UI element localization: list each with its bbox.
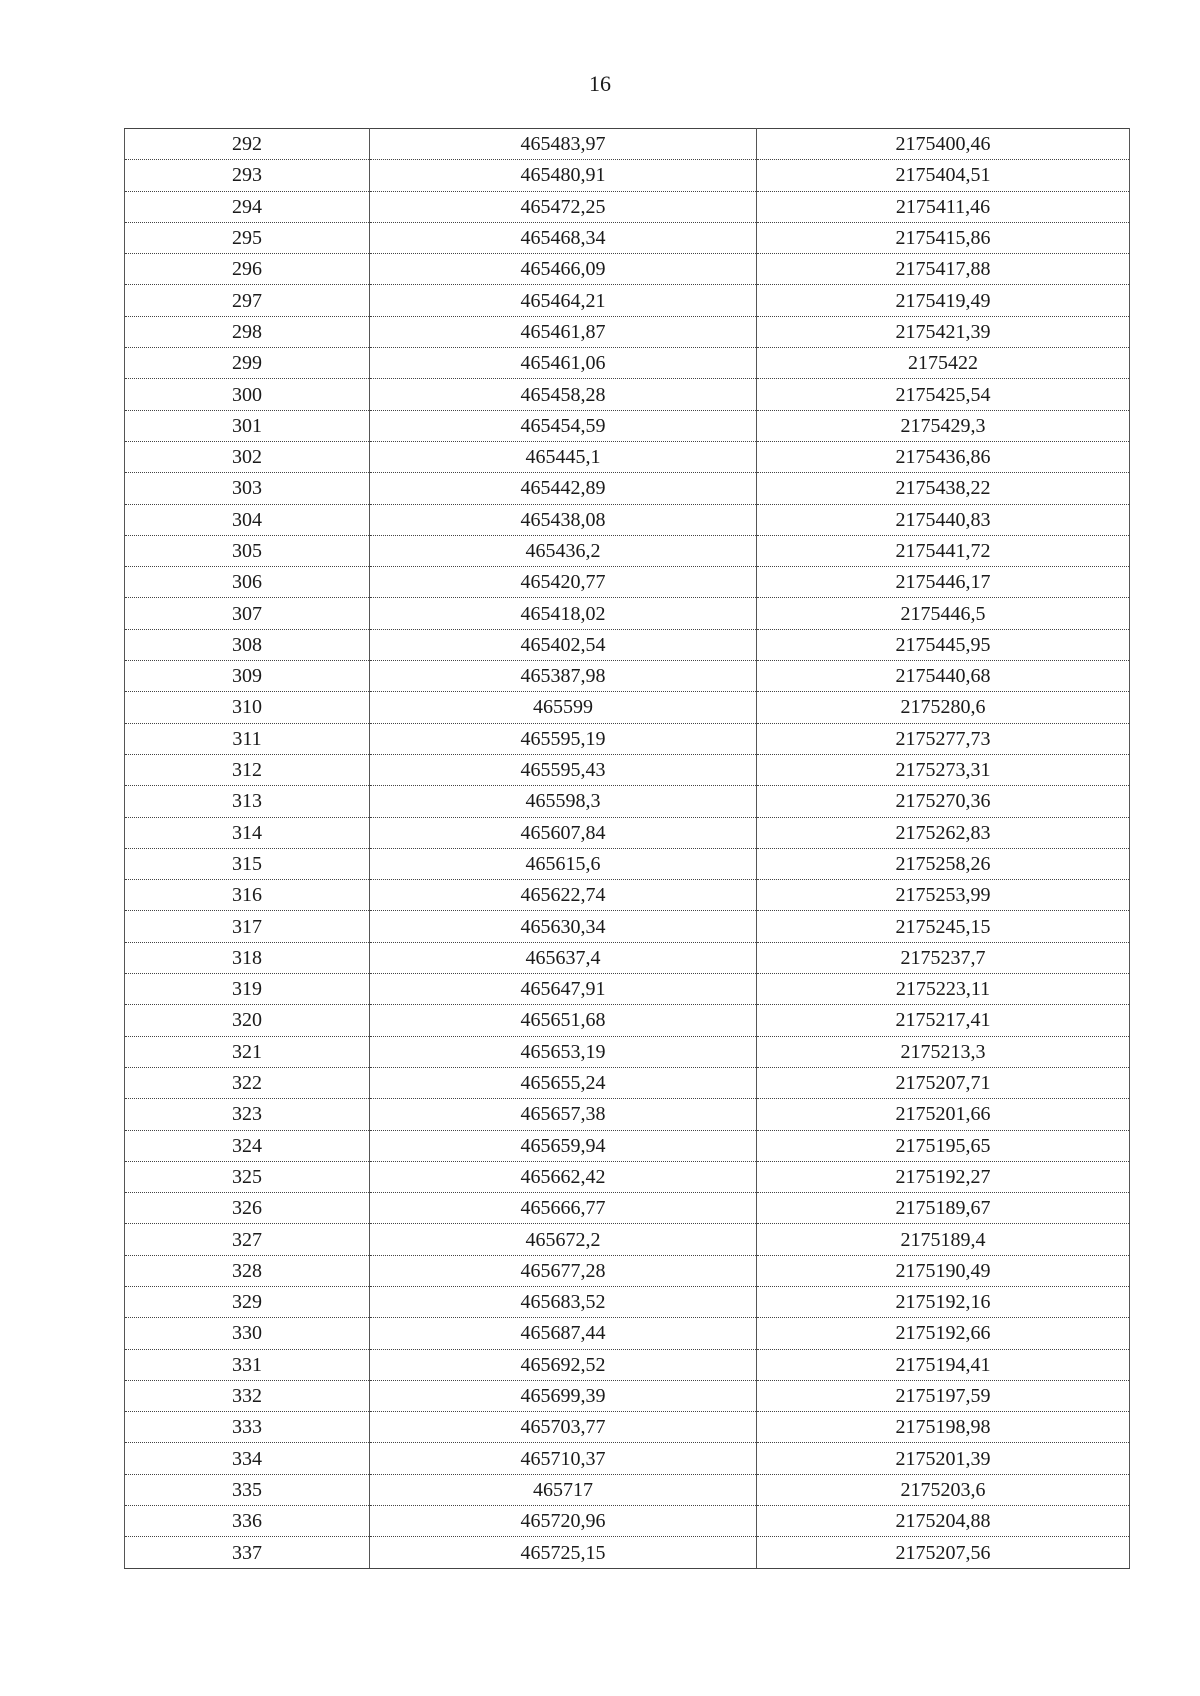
point-number-cell: 297	[125, 285, 370, 316]
point-number-cell: 320	[125, 1005, 370, 1036]
x-coordinate-cell: 465442,89	[370, 473, 757, 504]
x-coordinate-cell: 465420,77	[370, 567, 757, 598]
x-coordinate-cell: 465672,2	[370, 1224, 757, 1255]
y-coordinate-cell: 2175404,51	[757, 160, 1130, 191]
table-row	[125, 1255, 1130, 1286]
table-row	[125, 692, 1130, 723]
table-row	[125, 473, 1130, 504]
point-number-cell: 295	[125, 222, 370, 253]
x-coordinate-cell: 465615,6	[370, 848, 757, 879]
table-row	[125, 1067, 1130, 1098]
y-coordinate-cell: 2175273,31	[757, 754, 1130, 785]
x-coordinate-cell: 465402,54	[370, 629, 757, 660]
y-coordinate-cell: 2175277,73	[757, 723, 1130, 754]
x-coordinate-cell: 465637,4	[370, 942, 757, 973]
coordinates-table-body	[125, 129, 1130, 1569]
point-number-cell: 334	[125, 1443, 370, 1474]
table-row	[125, 410, 1130, 441]
point-number-cell: 302	[125, 441, 370, 472]
table-row	[125, 880, 1130, 911]
table-row	[125, 567, 1130, 598]
y-coordinate-cell: 2175419,49	[757, 285, 1130, 316]
table-row	[125, 1537, 1130, 1568]
point-number-cell: 315	[125, 848, 370, 879]
point-number-cell: 292	[125, 129, 370, 160]
point-number-cell: 319	[125, 974, 370, 1005]
x-coordinate-cell: 465683,52	[370, 1286, 757, 1317]
y-coordinate-cell: 2175201,66	[757, 1099, 1130, 1130]
point-number-cell: 321	[125, 1036, 370, 1067]
table-row	[125, 817, 1130, 848]
y-coordinate-cell: 2175204,88	[757, 1506, 1130, 1537]
x-coordinate-cell: 465710,37	[370, 1443, 757, 1474]
x-coordinate-cell: 465666,77	[370, 1193, 757, 1224]
x-coordinate-cell: 465472,25	[370, 191, 757, 222]
point-number-cell: 332	[125, 1380, 370, 1411]
point-number-cell: 337	[125, 1537, 370, 1568]
page-number: 16	[589, 71, 611, 96]
x-coordinate-cell: 465699,39	[370, 1380, 757, 1411]
x-coordinate-cell: 465418,02	[370, 598, 757, 629]
table-row	[125, 222, 1130, 253]
x-coordinate-cell: 465687,44	[370, 1318, 757, 1349]
x-coordinate-cell: 465647,91	[370, 974, 757, 1005]
point-number-cell: 327	[125, 1224, 370, 1255]
y-coordinate-cell: 2175417,88	[757, 254, 1130, 285]
table-row	[125, 1224, 1130, 1255]
point-number-cell: 322	[125, 1067, 370, 1098]
point-number-cell: 316	[125, 880, 370, 911]
table-row	[125, 598, 1130, 629]
point-number-cell: 293	[125, 160, 370, 191]
point-number-cell: 314	[125, 817, 370, 848]
table-row	[125, 1161, 1130, 1192]
table-row	[125, 911, 1130, 942]
y-coordinate-cell: 2175400,46	[757, 129, 1130, 160]
table-row	[125, 974, 1130, 1005]
y-coordinate-cell: 2175440,68	[757, 661, 1130, 692]
table-row	[125, 786, 1130, 817]
x-coordinate-cell: 465468,34	[370, 222, 757, 253]
x-coordinate-cell: 465595,43	[370, 754, 757, 785]
x-coordinate-cell: 465480,91	[370, 160, 757, 191]
x-coordinate-cell: 465653,19	[370, 1036, 757, 1067]
point-number-cell: 326	[125, 1193, 370, 1224]
table-row	[125, 1130, 1130, 1161]
point-number-cell: 324	[125, 1130, 370, 1161]
y-coordinate-cell: 2175445,95	[757, 629, 1130, 660]
point-number-cell: 328	[125, 1255, 370, 1286]
table-row	[125, 754, 1130, 785]
point-number-cell: 299	[125, 348, 370, 379]
y-coordinate-cell: 2175245,15	[757, 911, 1130, 942]
table-row	[125, 1193, 1130, 1224]
x-coordinate-cell: 465595,19	[370, 723, 757, 754]
y-coordinate-cell: 2175440,83	[757, 504, 1130, 535]
y-coordinate-cell: 2175446,5	[757, 598, 1130, 629]
point-number-cell: 331	[125, 1349, 370, 1380]
point-number-cell: 311	[125, 723, 370, 754]
point-number-cell: 301	[125, 410, 370, 441]
y-coordinate-cell: 2175421,39	[757, 316, 1130, 347]
point-number-cell: 306	[125, 567, 370, 598]
y-coordinate-cell: 2175189,67	[757, 1193, 1130, 1224]
y-coordinate-cell: 2175189,4	[757, 1224, 1130, 1255]
table-row	[125, 1318, 1130, 1349]
point-number-cell: 305	[125, 535, 370, 566]
y-coordinate-cell: 2175280,6	[757, 692, 1130, 723]
table-row	[125, 1380, 1130, 1411]
table-row	[125, 379, 1130, 410]
y-coordinate-cell: 2175270,36	[757, 786, 1130, 817]
table-row	[125, 1443, 1130, 1474]
table-row	[125, 629, 1130, 660]
point-number-cell: 330	[125, 1318, 370, 1349]
table-row	[125, 1412, 1130, 1443]
y-coordinate-cell: 2175198,98	[757, 1412, 1130, 1443]
point-number-cell: 317	[125, 911, 370, 942]
x-coordinate-cell: 465461,87	[370, 316, 757, 347]
y-coordinate-cell: 2175207,56	[757, 1537, 1130, 1568]
x-coordinate-cell: 465483,97	[370, 129, 757, 160]
point-number-cell: 329	[125, 1286, 370, 1317]
point-number-cell: 298	[125, 316, 370, 347]
point-number-cell: 308	[125, 629, 370, 660]
point-number-cell: 323	[125, 1099, 370, 1130]
x-coordinate-cell: 465725,15	[370, 1537, 757, 1568]
table-row	[125, 1474, 1130, 1505]
point-number-cell: 310	[125, 692, 370, 723]
x-coordinate-cell: 465703,77	[370, 1412, 757, 1443]
table-row	[125, 504, 1130, 535]
table-row	[125, 535, 1130, 566]
y-coordinate-cell: 2175217,41	[757, 1005, 1130, 1036]
y-coordinate-cell: 2175422	[757, 348, 1130, 379]
table-row	[125, 285, 1130, 316]
table-row	[125, 1506, 1130, 1537]
x-coordinate-cell: 465599	[370, 692, 757, 723]
y-coordinate-cell: 2175438,22	[757, 473, 1130, 504]
x-coordinate-cell: 465461,06	[370, 348, 757, 379]
y-coordinate-cell: 2175192,27	[757, 1161, 1130, 1192]
table-row	[125, 191, 1130, 222]
table-row	[125, 160, 1130, 191]
x-coordinate-cell: 465458,28	[370, 379, 757, 410]
y-coordinate-cell: 2175203,6	[757, 1474, 1130, 1505]
y-coordinate-cell: 2175213,3	[757, 1036, 1130, 1067]
y-coordinate-cell: 2175195,65	[757, 1130, 1130, 1161]
x-coordinate-cell: 465662,42	[370, 1161, 757, 1192]
table-row	[125, 1286, 1130, 1317]
table-row	[125, 316, 1130, 347]
x-coordinate-cell: 465454,59	[370, 410, 757, 441]
table-row	[125, 1099, 1130, 1130]
y-coordinate-cell: 2175192,66	[757, 1318, 1130, 1349]
x-coordinate-cell: 465622,74	[370, 880, 757, 911]
y-coordinate-cell: 2175446,17	[757, 567, 1130, 598]
x-coordinate-cell: 465438,08	[370, 504, 757, 535]
table-row	[125, 1005, 1130, 1036]
y-coordinate-cell: 2175223,11	[757, 974, 1130, 1005]
point-number-cell: 336	[125, 1506, 370, 1537]
y-coordinate-cell: 2175197,59	[757, 1380, 1130, 1411]
x-coordinate-cell: 465677,28	[370, 1255, 757, 1286]
y-coordinate-cell: 2175415,86	[757, 222, 1130, 253]
x-coordinate-cell: 465655,24	[370, 1067, 757, 1098]
table-row	[125, 1349, 1130, 1380]
y-coordinate-cell: 2175258,26	[757, 848, 1130, 879]
x-coordinate-cell: 465717	[370, 1474, 757, 1505]
table-row	[125, 254, 1130, 285]
table-row	[125, 848, 1130, 879]
x-coordinate-cell: 465607,84	[370, 817, 757, 848]
y-coordinate-cell: 2175192,16	[757, 1286, 1130, 1317]
point-number-cell: 333	[125, 1412, 370, 1443]
x-coordinate-cell: 465659,94	[370, 1130, 757, 1161]
x-coordinate-cell: 465630,34	[370, 911, 757, 942]
point-number-cell: 303	[125, 473, 370, 504]
table-row	[125, 348, 1130, 379]
table-row	[125, 661, 1130, 692]
point-number-cell: 318	[125, 942, 370, 973]
y-coordinate-cell: 2175441,72	[757, 535, 1130, 566]
y-coordinate-cell: 2175253,99	[757, 880, 1130, 911]
x-coordinate-cell: 465445,1	[370, 441, 757, 472]
x-coordinate-cell: 465692,52	[370, 1349, 757, 1380]
point-number-cell: 312	[125, 754, 370, 785]
point-number-cell: 296	[125, 254, 370, 285]
point-number-cell: 313	[125, 786, 370, 817]
point-number-cell: 294	[125, 191, 370, 222]
x-coordinate-cell: 465387,98	[370, 661, 757, 692]
y-coordinate-cell: 2175190,49	[757, 1255, 1130, 1286]
table-row	[125, 942, 1130, 973]
x-coordinate-cell: 465436,2	[370, 535, 757, 566]
x-coordinate-cell: 465466,09	[370, 254, 757, 285]
point-number-cell: 325	[125, 1161, 370, 1192]
y-coordinate-cell: 2175429,3	[757, 410, 1130, 441]
y-coordinate-cell: 2175194,41	[757, 1349, 1130, 1380]
y-coordinate-cell: 2175411,46	[757, 191, 1130, 222]
table-row	[125, 723, 1130, 754]
point-number-cell: 300	[125, 379, 370, 410]
y-coordinate-cell: 2175201,39	[757, 1443, 1130, 1474]
x-coordinate-cell: 465598,3	[370, 786, 757, 817]
x-coordinate-cell: 465464,21	[370, 285, 757, 316]
y-coordinate-cell: 2175425,54	[757, 379, 1130, 410]
x-coordinate-cell: 465720,96	[370, 1506, 757, 1537]
point-number-cell: 309	[125, 661, 370, 692]
x-coordinate-cell: 465657,38	[370, 1099, 757, 1130]
y-coordinate-cell: 2175207,71	[757, 1067, 1130, 1098]
y-coordinate-cell: 2175237,7	[757, 942, 1130, 973]
table-row	[125, 1036, 1130, 1067]
table-row	[125, 129, 1130, 160]
point-number-cell: 304	[125, 504, 370, 535]
coordinates-table	[124, 128, 1130, 1569]
table-row	[125, 441, 1130, 472]
point-number-cell: 307	[125, 598, 370, 629]
y-coordinate-cell: 2175262,83	[757, 817, 1130, 848]
point-number-cell: 335	[125, 1474, 370, 1505]
x-coordinate-cell: 465651,68	[370, 1005, 757, 1036]
y-coordinate-cell: 2175436,86	[757, 441, 1130, 472]
